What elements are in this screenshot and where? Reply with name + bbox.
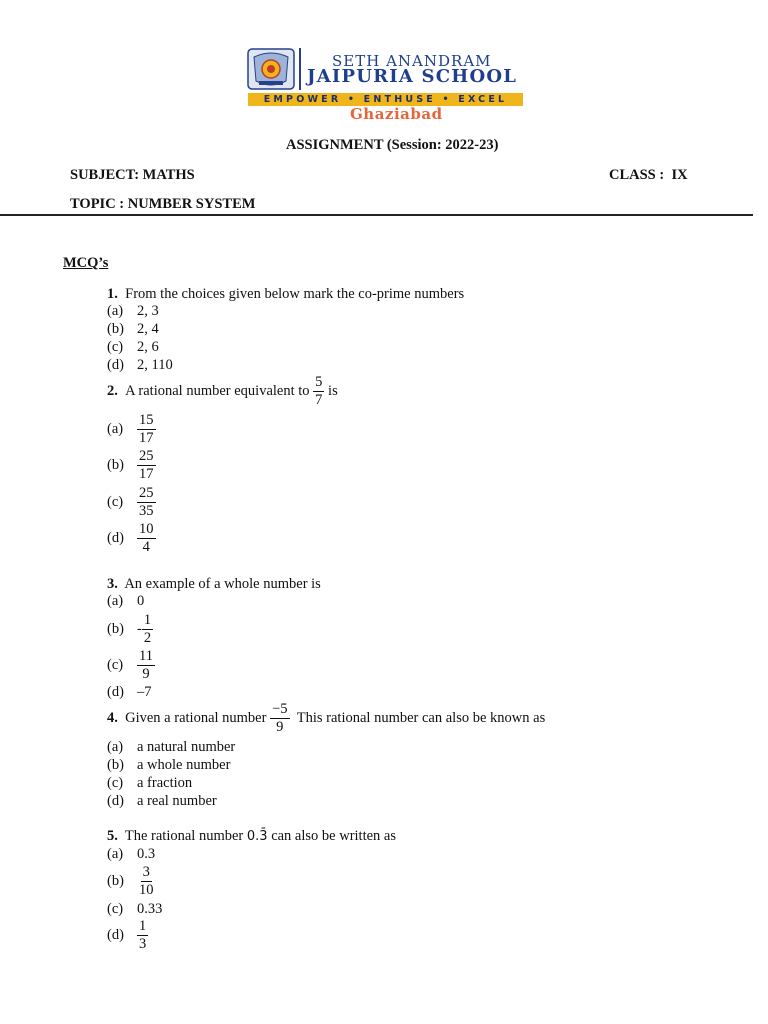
option-label: (d) — [107, 927, 124, 943]
option-label: (a) — [107, 739, 124, 755]
option-label: (b) — [107, 873, 124, 889]
numerator: −5 — [272, 700, 288, 717]
class-label: CLASS : IX — [609, 167, 688, 183]
q4-option-c — [107, 774, 192, 792]
question-5 — [107, 827, 396, 846]
option-label: (b) — [107, 321, 124, 337]
fraction — [142, 613, 153, 646]
fraction — [137, 413, 156, 446]
q4-option-b — [107, 756, 230, 774]
header-divider — [0, 214, 753, 216]
option-label: (d) — [107, 357, 124, 373]
option-text: a fraction — [137, 775, 193, 791]
option-text: 0.33 — [137, 901, 163, 917]
logo-divider — [299, 48, 301, 90]
q5-option-c — [107, 900, 162, 918]
denominator: 4 — [142, 538, 150, 555]
option-text: 2, 6 — [137, 339, 159, 355]
school-motto: EMPOWER • ENTHUSE • EXCEL — [248, 93, 523, 106]
topic-label: TOPIC : NUMBER SYSTEM — [70, 196, 256, 212]
option-text: 2, 4 — [137, 321, 159, 337]
q3-option-a — [107, 592, 144, 610]
option-text: a whole number — [137, 757, 231, 773]
numerator: 25 — [139, 484, 154, 501]
school-name-line1: SETH ANANDRAM — [332, 52, 492, 70]
question-1 — [107, 285, 464, 303]
q1-option-b — [107, 320, 159, 338]
school-name-line2: JAIPURIA SCHOOL — [307, 66, 518, 87]
fraction — [137, 919, 148, 952]
question-text: An example of a whole number is — [124, 576, 321, 592]
assignment-title: ASSIGNMENT (Session: 2022-23) — [286, 137, 499, 153]
numerator: 10 — [139, 520, 154, 537]
q5-option-d — [107, 917, 148, 953]
q4-option-a — [107, 738, 235, 756]
question-text-after: is — [328, 383, 338, 399]
question-text: From the choices given below mark the co-prime numbers — [125, 286, 465, 302]
option-label: (d) — [107, 530, 124, 546]
school-city: Ghaziabad — [350, 105, 443, 123]
numerator: 1 — [139, 917, 147, 934]
fraction — [137, 449, 156, 482]
option-label: (b) — [107, 757, 124, 773]
denominator: 7 — [315, 391, 323, 408]
option-prefix: - — [137, 621, 142, 637]
question-number: 3. — [107, 576, 118, 592]
option-text: a real number — [137, 793, 217, 809]
option-label: (a) — [107, 593, 124, 609]
question-number: 1. — [107, 286, 118, 302]
q5-option-b — [107, 863, 156, 899]
option-label: (c) — [107, 657, 124, 673]
numerator: 25 — [139, 447, 154, 464]
q3-option-c — [107, 647, 155, 683]
section-title: MCQ’s — [63, 255, 109, 271]
school-crest-icon — [246, 47, 296, 91]
option-label: (c) — [107, 901, 124, 917]
q2-option-b — [107, 447, 156, 483]
question-text: The rational number — [124, 828, 244, 844]
q2-option-d — [107, 520, 156, 556]
question-2 — [107, 374, 338, 408]
numerator: 5 — [315, 373, 323, 390]
q2-option-c — [107, 484, 156, 520]
option-text: 0 — [137, 593, 145, 609]
subject-label: SUBJECT: MATHS — [70, 167, 195, 183]
option-label: (a) — [107, 421, 124, 437]
fraction — [137, 865, 156, 898]
denominator: 10 — [139, 881, 154, 898]
q2-option-a — [107, 411, 156, 447]
option-text: –7 — [137, 684, 152, 700]
numerator: 11 — [139, 647, 153, 664]
denominator: 2 — [143, 629, 152, 646]
question-3 — [107, 575, 321, 593]
option-label: (c) — [107, 775, 124, 791]
option-text: 2, 110 — [137, 357, 173, 373]
question-number: 4. — [107, 710, 118, 726]
option-label: (b) — [107, 457, 124, 473]
numerator: 15 — [139, 411, 154, 428]
option-label: (c) — [107, 339, 124, 355]
denominator: 9 — [142, 665, 150, 682]
option-label: (c) — [107, 494, 124, 510]
denominator: 9 — [276, 718, 284, 735]
fraction — [313, 375, 324, 408]
question-text-after: This rational number can also be known as — [296, 710, 546, 726]
denominator: 3 — [139, 935, 147, 952]
fraction — [270, 702, 289, 735]
option-text: 0.3 — [137, 846, 156, 862]
numerator: 1 — [143, 611, 152, 628]
fraction — [137, 486, 156, 519]
question-text: Given a rational number — [125, 710, 267, 726]
question-4 — [107, 701, 545, 735]
option-text: 2, 3 — [137, 303, 159, 319]
option-label: (d) — [107, 793, 124, 809]
question-number: 5. — [107, 828, 118, 844]
option-text: a natural number — [137, 739, 236, 755]
question-text: A rational number equivalent to — [125, 383, 310, 399]
denominator: 17 — [139, 429, 154, 446]
denominator: 17 — [139, 465, 154, 482]
q1-option-a — [107, 302, 159, 320]
q4-option-d — [107, 792, 217, 810]
recurring-decimal: 0.3̄ — [246, 829, 268, 844]
q5-option-a — [107, 845, 155, 863]
option-label: (a) — [107, 846, 124, 862]
question-text-after: can also be written as — [271, 828, 397, 844]
q3-option-d — [107, 683, 152, 701]
question-number: 2. — [107, 383, 118, 399]
denominator: 35 — [139, 502, 154, 519]
fraction — [137, 522, 156, 555]
option-label: (a) — [107, 303, 124, 319]
option-label: (b) — [107, 621, 124, 637]
option-label: (d) — [107, 684, 124, 700]
fraction — [137, 649, 155, 682]
q3-option-b — [107, 611, 153, 647]
q1-option-d — [107, 356, 173, 374]
q1-option-c — [107, 338, 159, 356]
numerator: 3 — [142, 863, 150, 880]
